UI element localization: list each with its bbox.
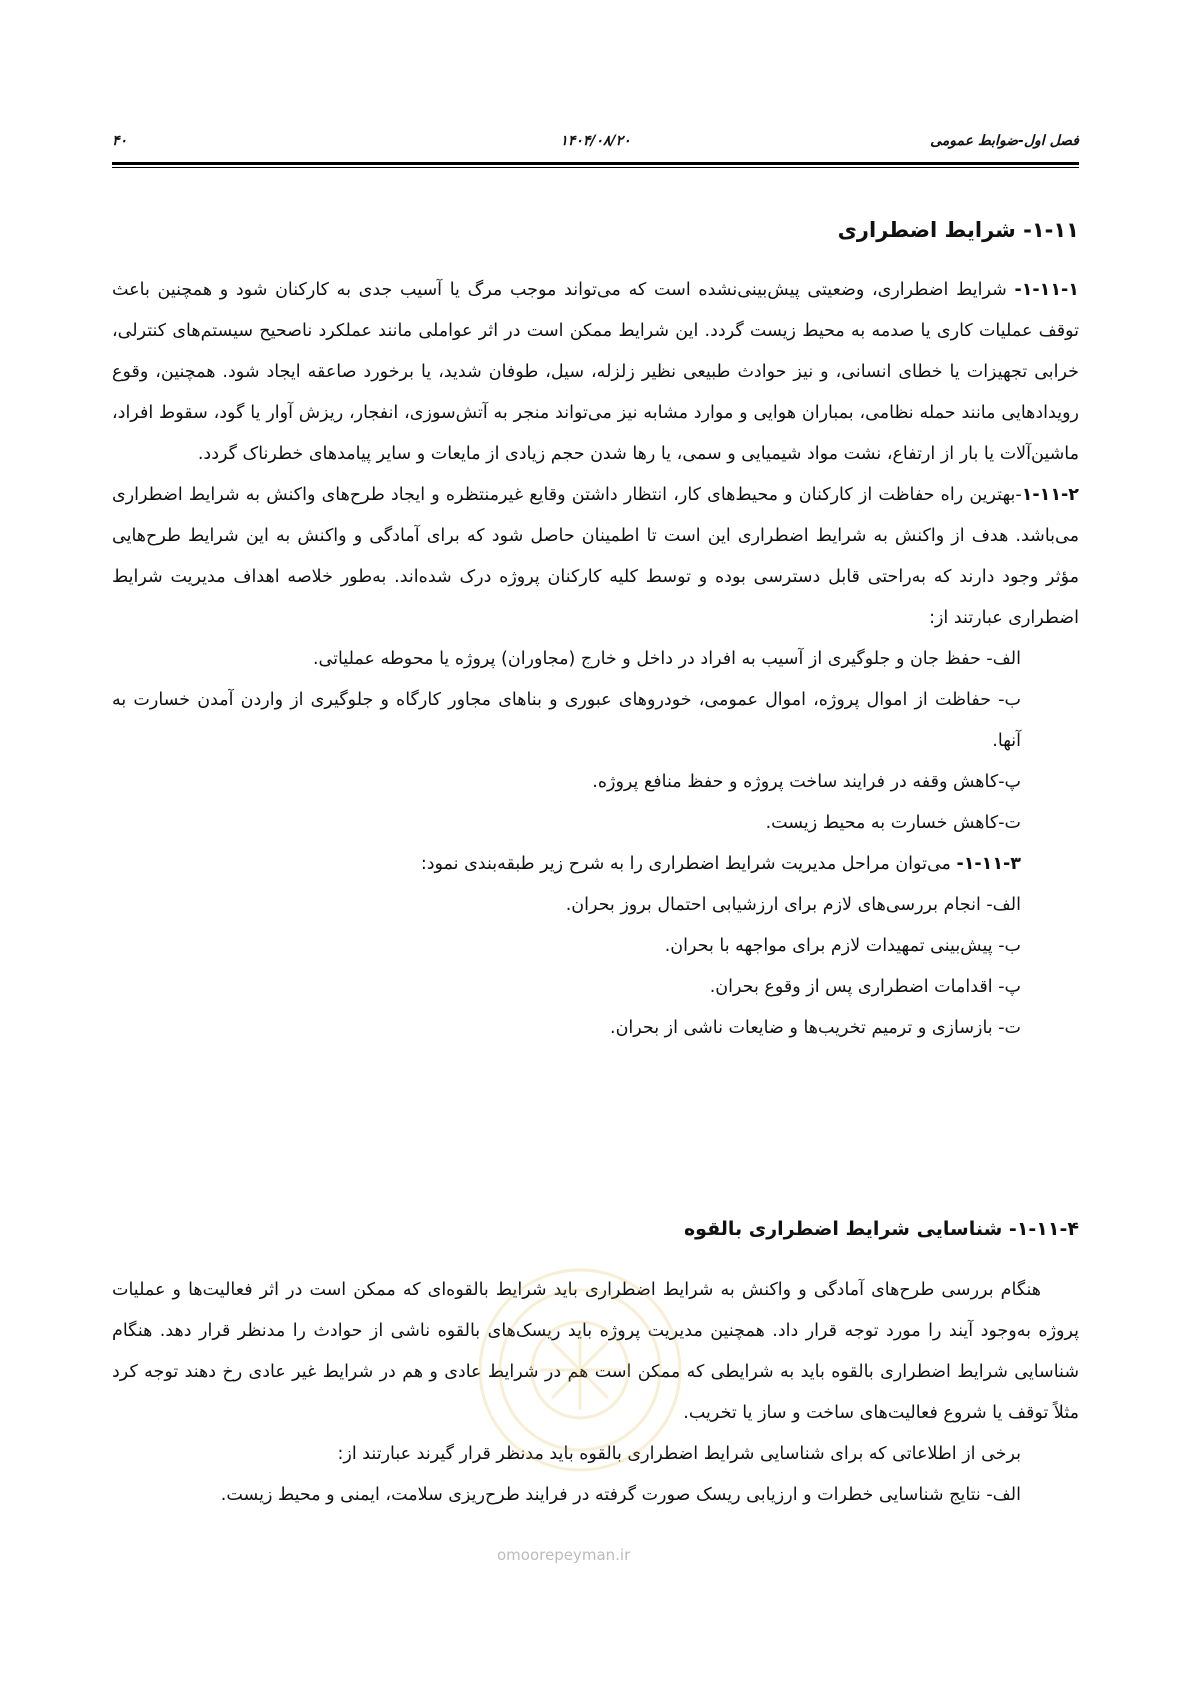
stage-item: ت- بازسازی و ترمیم تخریب‌ها و ضایعات ناشی از بحران. [610,1018,1021,1038]
section-title-potential-emergency: ۱-۱۱-۴- شناسایی شرایط اضطراری بالقوه [683,1218,1079,1240]
stage-item: الف- انجام بررسی‌های لازم برای ارزشیابی احتمال بروز بحران. [565,895,1021,915]
watermark-seal-icon [470,1260,690,1480]
goal-item: ت-کاهش خسارت به محیط زیست. [765,813,1021,833]
paragraph-1-text: شرایط اضطراری، وضعیتی پیش‌بینی‌نشده است که می‌تواند موجب مرگ یا آسیب جدی به کارکنان شود و همچنین باعث توقف عملیات کاری یا صدمه به محیط زیست گردد. این شرایط ممکن است در اثر عواملی مانند عملکرد ناصحیح سیستم‌های کنترلی، خرابی تجهیزات یا خطای انسانی، و نیز حوادث طبیعی نظیر زلزله، سیل، طوفان شدید، یا برخورد صاعقه ایجاد شود. همچنین، وقوع رویدادهایی مانند حمله نظامی، بمباران هوایی و موارد مشابه نیز می‌تواند منجر به آتش‌سوزی، انفجار، ریزش آوار یا گود، سقوط افراد، ماشین‌آلات یا بار از ارتفاع، نشت مواد شیمیایی و سمی، یا رها شدن حجم زیادی از مایعات و سایر پیامدهای خطرناک گردد. [112,280,1079,464]
goal-item: الف- حفظ جان و جلوگیری از آسیب به افراد در داخل و خارج (مجاوران) پروژه یا محوطه عملیاتی. [312,649,1021,669]
goal-item: پ-کاهش وقفه در فرایند ساخت پروژه و حفظ منافع پروژه. [592,772,1021,792]
section-2-paragraph-2: برخی از اطلاعاتی که برای شناسایی شرایط اضطراری بالقوه باید مدنظر قرار گیرند عبارتند از: [337,1444,1021,1464]
goal-item: ب- حفاظت از اموال پروژه، اموال عمومی، خودروهای عبوری و بناهای مجاور کارگاه و جلوگیری از واردن آمدن خسارت به آنها. [112,690,1021,751]
paragraph-2 [112,475,1079,639]
header-rule-thick [112,162,1079,165]
stage-item: ب- پیش‌بینی تمهیدات لازم برای مواجهه با بحران. [664,936,1021,956]
section-2-paragraph-1: هنگام بررسی طرح‌های آمادگی و واکنش به شرایط اضطراری باید شرایط بالقوه‌ای که ممکن است در اثر فعالیت‌ها و عملیات پروژه به‌وجود آیند را مورد توجه قرار داد. همچنین مدیریت پروژه باید ریسک‌های بالقوه ناشی از حوادث را مدنظر قرار دهد. هنگام شناسایی شرایط اضطراری بالقوه باید به شرایطی که ممکن است هم در شرایط عادی و هم در شرایط غیر عادی رخ دهند توجه کرد مثلاً توقف یا شروع فعالیت‌های ساخت و ساز یا تخریب. [112,1280,1079,1423]
paragraph-3-number: ۱-۱۱-۳- [956,854,1021,874]
section-title-emergency: ۱-۱۱- شرایط اضطراری [837,218,1079,242]
paragraph-3-text: می‌توان مراحل مدیریت شرایط اضطراری را به شرح زیر طبقه‌بندی نمود: [420,854,957,874]
paragraph-1-number: ۱-۱۱-۱- [1014,280,1079,300]
paragraph-1 [112,270,1079,475]
page-number: ۴۰ [112,133,128,149]
paragraph-2-number: ۱-۱۱-۲ [1021,485,1079,505]
paragraph-3 [112,844,1079,885]
section-2-paragraph-3: الف- نتایج شناسایی خطرات و ارزیابی ریسک صورت گرفته در فرایند طرح‌ریزی سلامت، ایمنی و محیط زیست. [220,1485,1021,1505]
paragraph-2-text: -بهترین راه حفاظت از کارکنان و محیط‌های کار، انتظار داشتن وقایع غیرمنتظره و ایجاد طرح‌های واکنش به شرایط اضطراری می‌باشد. هدف از واکنش به شرایط اضطراری این است تا اطمینان حاصل شود که برای آمادگی و واکنش به این شرایط طرح‌هایی مؤثر وجود دارند که به‌راحتی قابل دسترسی بوده و توسط کلیه کارکنان پروژه درک شده‌اند. به‌طور خلاصه اهداف مدیریت شرایط اضطراری عبارتند از: [112,485,1079,628]
chapter-title: فصل اول-ضوابط عمومی [930,133,1079,149]
section-1-body [112,270,1079,1049]
page-header [112,127,1079,163]
stage-item: پ- اقدامات اضطراری پس از وقوع بحران. [709,977,1021,997]
header-rule-thin [112,167,1079,168]
watermark-url: omoorepeyman.ir [497,1546,631,1564]
header-date: ۱۴۰۴/۰۸/۲۰ [560,133,631,149]
